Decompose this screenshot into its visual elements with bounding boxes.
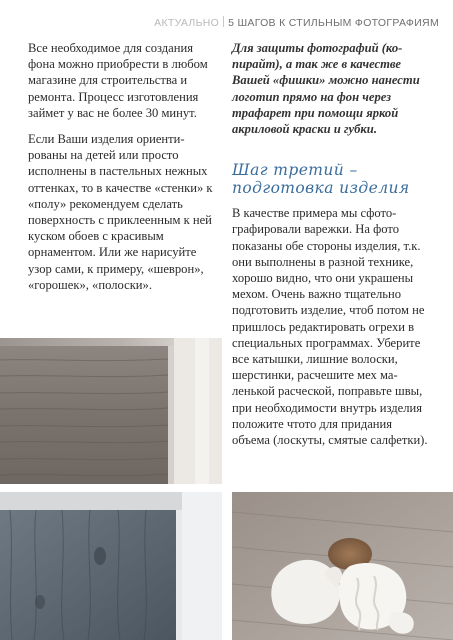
right-column [232, 40, 432, 458]
left-column [28, 40, 216, 303]
copyright-note: Для защиты фотографий (копирайт), а так же в качестве Вашей «фишки» можно нанести логотип прямо на фон через трафарет при помощи яркой акриловой краски и губки. [232, 41, 420, 137]
white-mittens-photo [232, 492, 453, 640]
header-section: АКТУАЛЬНО [154, 17, 220, 29]
paragraph-pastel-backgrounds: Если Ваши изделия ориентированы на детей или просто исполнены в пастельных нежных оттенках, то в качестве «стенки» к «полу» рекомендуем сделать поверхность с приклеенным к ней куском обоев с красивым орнаментом. Или же нарисуйте узор сами, к примеру, «шеврон», «горошек», «полоски». [28, 132, 213, 292]
wood-board-photo-dark [0, 492, 222, 640]
wood-board-photo-light [0, 338, 222, 484]
header-title: 5 ШАГОВ К СТИЛЬНЫМ ФОТОГРАФИЯМ [228, 17, 439, 29]
step-three-heading: Шаг третий – подготовка изделия [232, 161, 410, 198]
running-header [154, 16, 439, 29]
header-divider [223, 16, 224, 27]
paragraph-product-preparation: В качестве примера мы сфотографировали варежки. На фото показаны обе стороны изделия, т.к. они выполнены в разной технике, хорошо видно, что они украшены мехом. Очень важно тщательно подготовить изделие, чтоб потом не пришлось редактировать огрехи в специальных программах. Уберите все катышки, лишние волоски, шерстинки, расчешите мех маленькой расческой, поправьте швы, при необходимости внутрь изделия положите чтото для придания объема (лоскуты, смятые салфетки). [232, 206, 428, 448]
paragraph-materials: Все необходимое для создания фона можно приобрести в любом магазине для строительства и ремонта. Процесс изготовления займет у вас не более 30 минут. [28, 41, 208, 120]
